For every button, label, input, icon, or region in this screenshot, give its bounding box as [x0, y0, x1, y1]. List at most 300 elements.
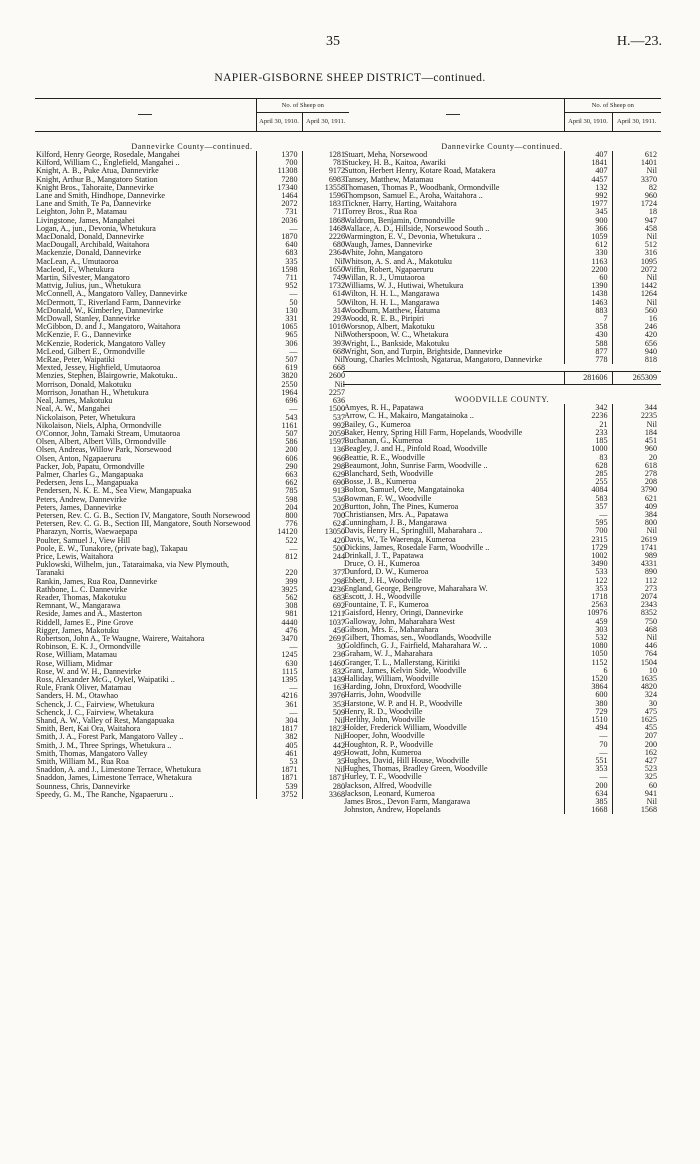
table-row	[35, 701, 349, 709]
table-row	[343, 527, 661, 535]
sheep-1911: Nil	[612, 274, 661, 282]
sheep-1911: Nil	[612, 233, 661, 241]
owner-name: Waldrom, Benjamin, Ormondville	[344, 216, 455, 225]
owner-name: Puklowski, Wilhelm, jun., Tataraimaka, via New Plymouth, Taranaki	[36, 561, 230, 578]
owner-name: Hooper, John, Woodville	[344, 732, 425, 741]
owner-name: MacDonald, Donald, Dannevirke	[36, 233, 144, 242]
sheep-1910: 4440	[256, 619, 302, 627]
owner-name: Morrison, Donald, Makotuku	[36, 380, 132, 389]
sheep-1910: 405	[256, 742, 302, 750]
owner-name: Mexted, Jessey, Highfield, Umutaoroa	[36, 364, 161, 373]
table-row	[343, 323, 661, 331]
owner-name: Knight, A. B., Puke Atua, Dannevirke	[36, 167, 159, 176]
sheep-1911: 9172	[302, 167, 349, 175]
table-row	[343, 511, 661, 519]
sheep-1910: 382	[256, 733, 302, 741]
owner-name: Smith, William M., Rua Roa	[36, 758, 129, 767]
table-row	[35, 676, 349, 684]
spacer-cell	[343, 385, 661, 393]
sheep-1910: 306	[256, 340, 302, 348]
sheep-1910: 1152	[564, 659, 612, 667]
totals-label	[343, 372, 564, 385]
col-1911-header: April 30, 1911.	[612, 113, 661, 132]
sheep-1911: 1439	[302, 676, 349, 684]
table-row	[35, 356, 349, 364]
owner-name: Rule, Frank Oliver, Matamau	[36, 684, 132, 693]
sheep-1911: 1211	[302, 610, 349, 618]
sheep-1910: 476	[256, 627, 302, 635]
sheep-1910: 200	[564, 782, 612, 790]
owner-name: Mattvig, Julius, jun., Whetukura	[36, 282, 141, 291]
table-row	[35, 594, 349, 602]
sheep-1911: 4236	[302, 586, 349, 594]
sheep-1910: 50	[256, 299, 302, 307]
owner-name: MacDougall, Archibald, Waitahora	[36, 241, 150, 250]
sheep-1911: 384	[612, 511, 661, 519]
sheep-1911: 509	[302, 709, 349, 717]
sheep-1911: 832	[302, 668, 349, 676]
table-row	[35, 438, 349, 446]
sheep-1910: 1065	[256, 323, 302, 331]
sheep-1910: —	[256, 643, 302, 651]
spacer-row	[343, 132, 661, 140]
sheep-1911: 2059	[302, 430, 349, 438]
sheep-1910: 522	[256, 537, 302, 545]
sheep-1911: 344	[612, 404, 661, 412]
sheep-1910: 2315	[564, 536, 612, 544]
table-row	[35, 635, 349, 643]
sheep-1910: 539	[256, 783, 302, 791]
owner-name: Hurley, T. F., Woodville	[344, 773, 422, 782]
table-row	[343, 773, 661, 781]
sheep-1911: 3790	[612, 486, 661, 494]
table-row	[35, 496, 349, 504]
sheep-1910: 494	[564, 724, 612, 732]
sheep-1911: 2235	[612, 412, 661, 420]
table-row	[343, 437, 661, 445]
sheep-1911: 2074	[612, 593, 661, 601]
spacer-row	[343, 364, 661, 372]
table-row	[35, 643, 349, 651]
owner-name: Bosse, J. B., Kumeroa	[344, 478, 417, 487]
owner-name: Pedersen, Jens L., Mangapuaka	[36, 479, 139, 488]
sheep-1910: 1115	[256, 668, 302, 676]
table-row	[343, 454, 661, 462]
table-row	[343, 282, 661, 290]
sheep-1911: 683	[302, 594, 349, 602]
sheep-1910: 7	[564, 315, 612, 323]
owner-name: Goldfinch, G. J., Fairfield, Maharahara W. ..	[344, 642, 488, 651]
sheep-1910: 595	[564, 519, 612, 527]
sheep-1910: 551	[564, 757, 612, 765]
sheep-1910: 700	[256, 159, 302, 167]
table-row	[35, 553, 349, 561]
owner-name: Worsnop, Albert, Makotuku	[344, 323, 435, 332]
owner-name: Amyes, R. H., Papatawa	[344, 404, 424, 413]
owner-name: Nikolaison, Niels, Alpha, Ormondville	[36, 421, 162, 430]
sheep-1910: 1163	[564, 258, 612, 266]
sheep-1910: 1841	[564, 159, 612, 167]
sheep-1911: 208	[612, 478, 661, 486]
table-row	[35, 791, 349, 799]
spacer-cell	[35, 132, 349, 140]
owner-name: Halliday, William, Woodville	[344, 674, 439, 683]
sheep-1910: 361	[256, 701, 302, 709]
sheep-1911: 941	[612, 790, 661, 798]
sheep-1911: 2364	[302, 249, 349, 257]
table-row	[343, 798, 661, 806]
sheep-1910: 17340	[256, 184, 302, 192]
owner-name: Houghton, R. P., Woodville	[344, 740, 433, 749]
table-row	[35, 176, 349, 184]
owner-name: Olsen, Albert, Albert Vills, Ormondville	[36, 438, 166, 447]
sheep-1911: 1635	[612, 675, 661, 683]
sheep-1911: 20	[612, 454, 661, 462]
sheep-1910: 331	[256, 315, 302, 323]
owner-name: McKenzie, Roderick, Mangatoro Valley	[36, 339, 166, 348]
table-row	[343, 462, 661, 470]
sheep-1910: 60	[564, 274, 612, 282]
owner-name: Grant, James, Kelvin Side, Woodville	[344, 666, 467, 675]
sheep-1910: 3864	[564, 683, 612, 691]
owner-name: Schenck, J. C., Fairview, Whetakura	[36, 708, 154, 717]
table-row	[35, 258, 349, 266]
sheep-1911: 560	[612, 307, 661, 315]
table-row	[35, 479, 349, 487]
sheep-1910: 2036	[256, 217, 302, 225]
owner-name: Wilton, H. H. L., Mangarawa	[344, 290, 440, 299]
owner-name: Robertson, John A., Te Waugne, Wairere, Waitahora	[36, 634, 205, 643]
sheep-1911: Nil	[302, 733, 349, 741]
sheep-1911: 621	[612, 495, 661, 503]
sheep-1910: 900	[564, 217, 612, 225]
table-row	[35, 627, 349, 635]
owner-name: McLeod, Gilbert E., Ormondville	[36, 347, 145, 356]
sheep-1911: 692	[302, 602, 349, 610]
sheep-count-header: No. of Sheep on	[256, 99, 349, 113]
table-row	[343, 782, 661, 790]
sheep-1910: 3820	[256, 372, 302, 380]
owner-name: Graham, W. J., Maharahara	[344, 650, 433, 659]
sheep-1910: 533	[564, 568, 612, 576]
owner-name: Knight, Arthur B., Mangatoro Station	[36, 175, 158, 184]
sheep-1910: 204	[256, 504, 302, 512]
owner-name: Warmington, E. V., Devonia, Whetukura ..	[344, 233, 482, 242]
sheep-1911: 890	[612, 568, 661, 576]
sheep-1911: 325	[612, 773, 661, 781]
sheep-1910: 586	[256, 438, 302, 446]
sheep-1911: 668	[302, 364, 349, 372]
owner-name: Burtton, John, The Pines, Kumeroa	[344, 502, 459, 511]
table-row	[343, 659, 661, 667]
owner-name: Cunningham, J. B., Mangarawa	[344, 519, 447, 528]
table-row	[343, 675, 661, 683]
sheep-1910: 1161	[256, 422, 302, 430]
table-row	[343, 290, 661, 298]
table-row	[343, 470, 661, 478]
sheep-1910: 345	[564, 208, 612, 216]
owner-name: Henry, R. D., Woodville	[344, 707, 423, 716]
table-row	[35, 774, 349, 782]
sheep-1910: 776	[256, 520, 302, 528]
table-row	[343, 700, 661, 708]
sheep-1910: 628	[564, 462, 612, 470]
sheep-1911: Nil	[612, 167, 661, 175]
table-row	[343, 241, 661, 249]
owner-name: Whitson, A. S. and A., Makotuku	[344, 257, 452, 266]
owner-name: White, John, Mangatoro	[344, 249, 423, 258]
owner-name: Pharazyn, Norris, Waewaepapa	[36, 528, 138, 537]
sheep-1911: 3370	[612, 176, 661, 184]
sheep-1911: 2072	[612, 266, 661, 274]
left-table-body	[35, 132, 349, 800]
table-row	[35, 487, 349, 495]
sheep-1910: 21	[564, 421, 612, 429]
sheep-1910: 583	[564, 495, 612, 503]
owner-name: Harding, John, Droxford, Woodville	[344, 683, 462, 692]
owner-name: Petersen, Rev. C. G. B., Section III, Mangatore, South Norsewood	[36, 520, 251, 529]
table-row	[35, 159, 349, 167]
table-row	[35, 208, 349, 216]
owner-name: Harris, John, Woodville	[344, 691, 421, 700]
owner-name: Beattie, R. E., Woodville	[344, 453, 425, 462]
sheep-1911: 13558	[302, 184, 349, 192]
sheep-1910: —	[564, 749, 612, 757]
sheep-1911: 427	[612, 757, 661, 765]
table-row	[35, 471, 349, 479]
sheep-1910: 14120	[256, 528, 302, 536]
sheep-1911: 1568	[612, 806, 661, 814]
sheep-1911: 2226	[302, 233, 349, 241]
owner-name: Leighton, John P., Matamau	[36, 208, 127, 217]
sheep-1910: 7280	[256, 176, 302, 184]
sheep-1911: 475	[612, 708, 661, 716]
table-row	[35, 372, 349, 380]
sheep-1910: 220	[256, 561, 302, 577]
sheep-1911: 1823	[302, 725, 349, 733]
table-row	[35, 307, 349, 315]
sheep-1911: 1460	[302, 660, 349, 668]
table-row	[35, 692, 349, 700]
sheep-1911: 10	[612, 667, 661, 675]
table-row	[343, 683, 661, 691]
sheep-1911: 184	[612, 429, 661, 437]
table-row	[35, 528, 349, 536]
owner-name: McKenzie, F. G., Dannevirke	[36, 331, 132, 340]
sheep-1911: 455	[612, 724, 661, 732]
owner-name: Nickolaison, Peter, Whetukura	[36, 413, 136, 422]
table-row	[343, 412, 661, 420]
sheep-1910: 1395	[256, 676, 302, 684]
owner-name: Smith, J. A., Forest Park, Mangatoro Valley ..	[36, 733, 184, 742]
right-table-body	[343, 132, 661, 815]
sheep-1910: 600	[564, 691, 612, 699]
table-row	[35, 455, 349, 463]
owner-name: Stuckey, H. B., Kaitoa, Awariki	[344, 159, 446, 168]
sheep-1910: 663	[256, 471, 302, 479]
table-row	[35, 290, 349, 298]
sheep-1911: Nil	[302, 717, 349, 725]
sheep-1910: 619	[256, 364, 302, 372]
sheep-1911: 393	[302, 340, 349, 348]
owner-name: Olsen, Anton, Ngapaeruru	[36, 454, 121, 463]
sheep-1910: 1438	[564, 290, 612, 298]
sheep-1911: 500	[302, 545, 349, 553]
owner-name: Sanders, H. M., Otawhao	[36, 692, 119, 701]
sheep-1911: 246	[612, 323, 661, 331]
owner-name: Logan, A., jun., Devonia, Whetukura	[36, 224, 156, 233]
sheep-1911: Nil	[612, 798, 661, 806]
sheep-1910: 459	[564, 618, 612, 626]
sheep-1910: 700	[564, 527, 612, 535]
sheep-1911: 298	[302, 578, 349, 586]
sheep-1911: 1625	[612, 716, 661, 724]
sheep-1911: 700	[302, 512, 349, 520]
sheep-1911: 800	[612, 519, 661, 527]
sheep-1911: 236	[302, 651, 349, 659]
owner-name: Wallace, A. D., Hillside, Norsewood South ..	[344, 224, 490, 233]
sheep-1911: 749	[302, 274, 349, 282]
sheep-1910: 461	[256, 750, 302, 758]
owner-name: Peters, James, Dannevirke	[36, 503, 122, 512]
table-row	[343, 348, 661, 356]
section-heading: WOODVILLE COUNTY.	[454, 395, 550, 405]
sheep-1910: 83	[564, 454, 612, 462]
sheep-1911: 293	[302, 315, 349, 323]
sheep-1911: Nil	[612, 527, 661, 535]
table-row	[35, 512, 349, 520]
sheep-1910: 4084	[564, 486, 612, 494]
table-row	[343, 568, 661, 576]
document-reference: H.—23.	[616, 34, 662, 49]
owner-name: Rose, William, Matamau	[36, 651, 117, 660]
table-row	[343, 749, 661, 757]
sheep-1911: 16	[612, 315, 661, 323]
sheep-1911: Nil	[302, 356, 349, 364]
sheep-1910: 1871	[256, 774, 302, 782]
sheep-1911: Nil	[612, 421, 661, 429]
sheep-1910: 1871	[256, 766, 302, 774]
table-row	[35, 709, 349, 717]
owner-name: Kilford, Henry George, Rosedale, Mangahei	[36, 151, 180, 159]
right-column	[343, 98, 661, 814]
owner-name: Lane and Smith, Te Pa, Dannevirke	[36, 200, 152, 209]
table-row	[35, 717, 349, 725]
table-row	[35, 282, 349, 290]
table-row	[343, 299, 661, 307]
col-1910-header: April 30, 1910.	[256, 113, 302, 132]
sheep-1911: 992	[302, 422, 349, 430]
table-row	[343, 544, 661, 552]
sheep-1910: 1520	[564, 675, 612, 683]
name-column-header	[35, 99, 256, 132]
sheep-1910: 800	[256, 512, 302, 520]
sheep-1910: 1870	[256, 233, 302, 241]
owner-name: Granger, T. L., Mallerstang, Kiritiki	[344, 658, 461, 667]
table-row	[35, 389, 349, 397]
sheep-1911: 13050	[302, 528, 349, 536]
table-row	[343, 765, 661, 773]
table-row	[343, 577, 661, 585]
sheep-1911: 442	[302, 742, 349, 750]
owner-name: Wright, Son, and Turpin, Brightside, Dannevirke	[344, 347, 503, 356]
sheep-1911: 690	[302, 479, 349, 487]
owner-name: Menzies, Stephen, Blairgowrie, Makotuku..	[36, 372, 178, 381]
table-row	[35, 364, 349, 372]
sheep-1911: 298	[302, 463, 349, 471]
sheep-1911: 1264	[612, 290, 661, 298]
table-row	[35, 561, 349, 577]
owner-name: Jackson, Alfred, Woodville	[344, 781, 432, 790]
owner-name: Buchanan, G., Kumeroa	[344, 437, 423, 446]
sheep-1910: 353	[564, 585, 612, 593]
owner-name: MacLean, A., Umutaoroa	[36, 257, 119, 266]
sheep-1911: 3368	[302, 791, 349, 799]
sheep-1910: 2200	[564, 266, 612, 274]
sheep-1910: 3925	[256, 586, 302, 594]
table-row	[35, 602, 349, 610]
sheep-1910: 1510	[564, 716, 612, 724]
left-sheep-table	[35, 98, 349, 799]
sheep-1910: 562	[256, 594, 302, 602]
owner-name: Davis, W., Te Waerenga, Kumeroa	[344, 535, 456, 544]
table-row	[343, 184, 661, 192]
table-row	[343, 495, 661, 503]
owner-name: Smith, Bert, Kai Ora, Waitahora	[36, 725, 141, 734]
table-row	[343, 404, 661, 412]
owner-name: Davis, Henry H., Springhill, Maharahara ..	[344, 527, 483, 536]
owner-name: Gibson, Mrs. E., Maharahara	[344, 625, 439, 634]
table-row	[343, 708, 661, 716]
sheep-1910: 1464	[256, 192, 302, 200]
owner-name: Rigger, James, Makotuku	[36, 626, 119, 635]
sheep-1910: 1080	[564, 642, 612, 650]
sheep-1911: 989	[612, 552, 661, 560]
table-row	[35, 537, 349, 545]
sheep-1910: 335	[256, 258, 302, 266]
sheep-1911: 624	[302, 520, 349, 528]
owner-name: McRae, Peter, Waipatiki	[36, 356, 115, 365]
col-1911-header: April 30, 1911.	[302, 113, 349, 132]
sheep-1910: 10976	[564, 609, 612, 617]
table-row	[35, 331, 349, 339]
section-heading-row	[35, 139, 349, 151]
sheep-1911: 1016	[302, 323, 349, 331]
sheep-1911: 202	[302, 504, 349, 512]
owner-name: Petersen, Rev. C. G. B., Section IV, Mangatore, South Norsewood	[36, 511, 251, 520]
table-row	[35, 783, 349, 791]
table-row	[35, 200, 349, 208]
table-row	[343, 650, 661, 658]
sheep-1911: 324	[612, 691, 661, 699]
owner-name: Ross, Alexander McG., Oykel, Waipatiki ..	[36, 676, 175, 684]
sheep-1910: 53	[256, 758, 302, 766]
table-row	[343, 249, 661, 257]
sheep-1911: 456	[302, 627, 349, 635]
sheep-1910: 507	[256, 356, 302, 364]
sheep-1910: 731	[256, 208, 302, 216]
owner-name: Gaisford, Henry, Oringi, Dannevirke	[344, 609, 464, 618]
table-row	[35, 463, 349, 471]
sheep-1910: —	[256, 545, 302, 553]
table-row	[35, 233, 349, 241]
sheep-1911: 162	[612, 749, 661, 757]
table-row	[343, 340, 661, 348]
table-row	[35, 397, 349, 405]
owner-name: Rathbone, L. C. Dannevirke	[36, 585, 128, 594]
sheep-1911: 612	[612, 151, 661, 159]
table-row	[343, 274, 661, 282]
